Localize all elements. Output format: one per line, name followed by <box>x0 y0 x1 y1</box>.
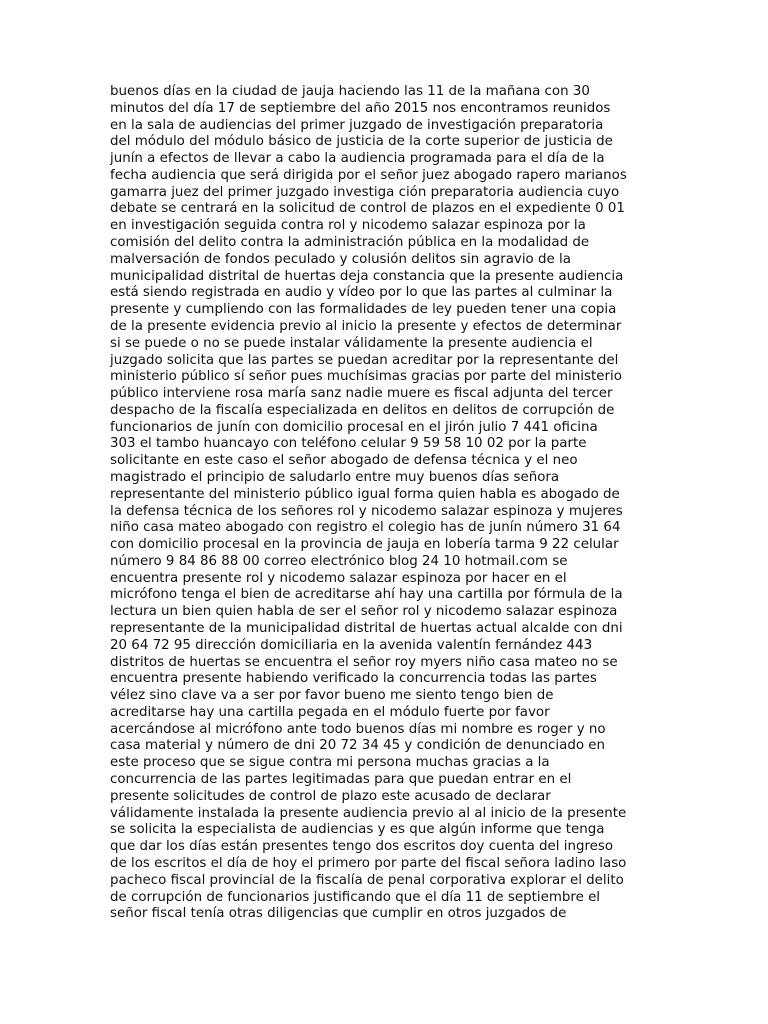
text-line: magistrado el principio de saludarlo entre muy buenos días señora <box>110 469 560 485</box>
text-line: ministerio público sí señor pues muchísimas gracias por parte del ministerio <box>110 369 622 385</box>
text-line: público interviene rosa maría sanz nadie muere es fiscal adjunta del tercer <box>110 386 613 402</box>
text-line: en la sala de audiencias del primer juzgado de investigación preparatoria <box>110 117 604 133</box>
text-line: micrófono tenga el bien de acreditarse ahí hay una cartilla por fórmula de la <box>110 587 623 603</box>
text-line: presente y cumpliendo con las formalidades de ley pueden tener una copia <box>110 302 617 318</box>
text-line: minutos del día 17 de septiembre del año 2015 nos encontramos reunidos <box>110 100 611 116</box>
text-line: encuentra presente rol y nicodemo salazar espinoza por hacer en el <box>110 570 567 586</box>
text-line: despacho de la fiscalía especializada en delitos en delitos de corrupción de <box>110 402 615 418</box>
text-line: de corrupción de funcionarios justificando que el día 11 de septiembre el <box>110 889 601 905</box>
text-line: la defensa técnica de los señores rol y nicodemo salazar espinoza y mujeres <box>110 503 623 519</box>
text-line: acercándose al micrófono ante todo buenos días mi nombre es roger y no <box>110 721 606 737</box>
text-line: concurrencia de las partes legitimadas para que puedan entrar en el <box>110 772 572 788</box>
text-line: acreditarse hay una cartilla pegada en el módulo fuerte por favor <box>110 704 550 720</box>
text-line: niño casa mateo abogado con registro el colegio has de junín número 31 64 <box>110 520 621 536</box>
text-line: casa material y número de dni 20 72 34 45 y condición de denunciado en <box>110 738 606 754</box>
text-line: del módulo del módulo básico de justicia de la corte superior de justicia de <box>110 134 613 150</box>
text-line: pacheco fiscal provincial de la fiscalía de penal corporativa explorar el delito <box>110 872 624 888</box>
text-line: lectura un bien quien habla de ser el señor rol y nicodemo salazar espinoza <box>110 604 618 620</box>
text-line: con domicilio procesal en la provincia de jauja en lobería tarma 9 22 celular <box>110 537 619 553</box>
text-line: solicitante en este caso el señor abogado de defensa técnica y el neo <box>110 453 578 469</box>
text-line: señor fiscal tenía otras diligencias que cumplir en otros juzgados de <box>110 906 567 922</box>
text-line: representante del ministerio público igual forma quien habla es abogado de <box>110 486 620 502</box>
text-line: comisión del delito contra la administración pública en la modalidad de <box>110 235 590 251</box>
text-line: en investigación seguida contra rol y nicodemo salazar espinoza por la <box>110 218 586 234</box>
text-line: municipalidad distrital de huertas deja constancia que la presente audiencia <box>110 268 624 284</box>
text-line: este proceso que se sigue contra mi persona muchas gracias a la <box>110 755 550 771</box>
text-line: encuentra presente habiendo verificado la concurrencia todas las partes <box>110 671 597 687</box>
text-line: gamarra juez del primer juzgado investiga ción preparatoria audiencia cuyo <box>110 184 620 200</box>
text-line: que dar los días están presentes tengo dos escritos doy cuenta del ingreso <box>110 839 614 855</box>
text-line: se solicita la especialista de audiencias y es que algún informe que tenga <box>110 822 605 838</box>
text-line: si se puede o no se puede instalar válidamente la presente audiencia el <box>110 335 593 351</box>
text-line: debate se centrará en la solicitud de control de plazos en el expediente 0 01 <box>110 201 625 217</box>
text-line: 20 64 72 95 dirección domiciliaria en la avenida valentín fernández 443 <box>110 637 593 653</box>
text-line: representante de la municipalidad distrital de huertas actual alcalde con dni <box>110 621 623 636</box>
text-line: presente solicitudes de control de plazo este acusado de declarar <box>110 788 551 804</box>
text-line: distritos de huertas se encuentra el señor roy myers niño casa mateo no se <box>110 654 618 670</box>
text-line: número 9 84 86 88 00 correo electrónico blog 24 10 hotmail.com se <box>110 553 568 569</box>
text-line: está siendo registrada en audio y vídeo por lo que las partes al culminar la <box>110 285 613 301</box>
text-line: vélez sino clave va a ser por favor bueno me siento tengo bien de <box>110 688 554 704</box>
transcript-text <box>110 84 670 923</box>
text-line: de los escritos el día de hoy el primero por parte del fiscal señora ladino laso <box>110 855 627 871</box>
text-line: buenos días en la ciudad de jauja haciendo las 11 de la mañana con 30 <box>110 84 590 99</box>
text-line: junín a efectos de llevar a cabo la audiencia programada para el día de la <box>110 151 605 167</box>
text-line: fecha audiencia que será dirigida por el señor juez abogado rapero marianos <box>110 167 627 183</box>
text-line: 303 el tambo huancayo con teléfono celular 9 59 58 10 02 por la parte <box>110 436 587 452</box>
text-line: juzgado solicita que las partes se puedan acreditar por la representante del <box>110 352 619 368</box>
text-line: válidamente instalada la presente audiencia previo al al inicio de la presente <box>110 805 627 821</box>
text-line: de la presente evidencia previo al inicio la presente y efectos de determinar <box>110 318 622 334</box>
text-line: funcionarios de junín con domicilio procesal en el jirón julio 7 441 oficina <box>110 419 598 435</box>
text-line: malversación de fondos peculado y colusión delitos sin agravio de la <box>110 251 571 267</box>
